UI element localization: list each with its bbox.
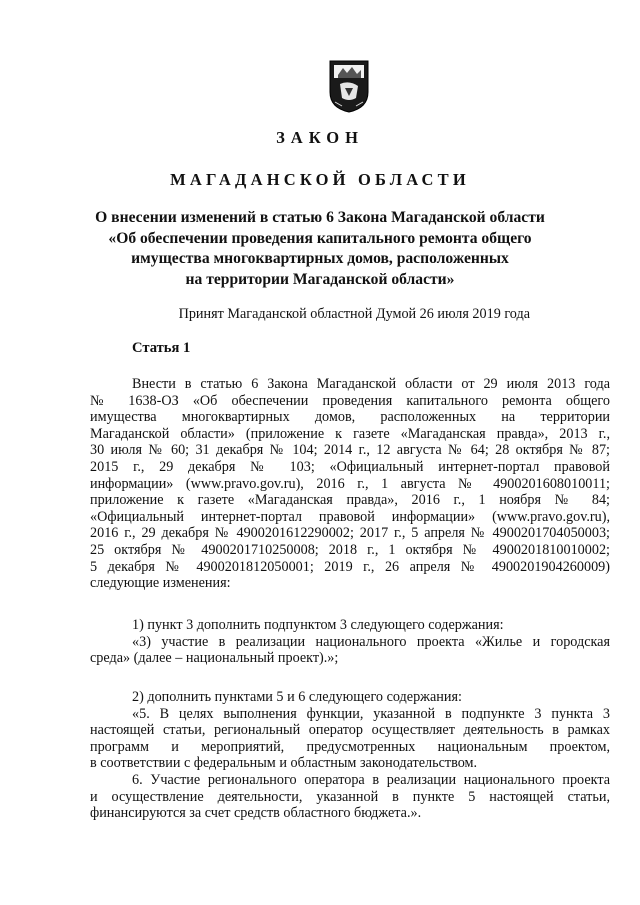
article-intro	[90, 376, 610, 592]
body-line: следующие изменения:	[90, 575, 231, 592]
magadan-coat-of-arms-icon	[326, 58, 372, 114]
body-line: в соответствии с федеральным и областным законодательством.	[90, 755, 478, 772]
law-title-line: имущества многоквартирных домов, расположенных	[131, 250, 509, 267]
body-line: 6. Участие регионального оператора в реализации национального проекта	[132, 771, 610, 788]
body-line: «5. В целях выполнения функции, указанной в подпункте 3 пункта 3	[132, 705, 610, 722]
body-line: информации» (www.pravo.gov.ru), 2016 г., 1 августа № 4900201608010011;	[90, 475, 610, 492]
amendment-item-1	[90, 617, 610, 667]
body-line: № 1638-ОЗ «Об обеспечении проведения капитального ремонта общего	[90, 392, 610, 409]
body-line: 2) дополнить пунктами 5 и 6 следующего содержания:	[132, 689, 462, 705]
body-line: 30 июля № 60; 31 декабря № 104; 2014 г., 12 августа № 64; 28 октября № 87;	[90, 442, 610, 459]
body-line: Магаданской области» (приложение к газете «Магаданская правда», 2013 г.,	[90, 425, 610, 442]
adoption-note: Принят Магаданской областной Думой 26 июля 2019 года	[178, 306, 530, 322]
body-line: 2016 г., 29 декабря № 4900201612290002; 2017 г., 5 апреля № 4900201704050003;	[90, 525, 610, 542]
body-line: программ и мероприятий, предусмотренных национальным проектом,	[90, 738, 610, 755]
law-title	[0, 208, 640, 290]
body-line: «Официальный интернет-портал правовой информации» (www.pravo.gov.ru),	[90, 508, 610, 525]
body-line: 2015 г., 29 декабря № 103; «Официальный интернет-портал правовой	[90, 458, 610, 475]
article-heading: Статья 1	[132, 340, 191, 356]
body-line: финансируются за счет средств областного бюджета.».	[90, 805, 422, 822]
amendment-item-2	[90, 689, 610, 822]
law-title-line: «Об обеспечении проведения капитального ремонта общего	[108, 229, 532, 247]
document-type-heading: ЗАКОН	[276, 128, 364, 147]
region-heading: МАГАДАНСКОЙ ОБЛАСТИ	[170, 170, 470, 189]
body-line: «3) участие в реализации национального проекта «Жилье и городская	[132, 633, 610, 650]
body-line: Внести в статью 6 Закона Магаданской области от 29 июля 2013 года	[132, 376, 610, 392]
body-line: среда» (далее – национальный проект).»;	[90, 650, 339, 667]
body-line: 5 декабря № 4900201812050001; 2019 г., 26 апреля № 4900201904260009)	[90, 558, 610, 575]
law-title-line: на территории Магаданской области»	[185, 270, 455, 288]
body-line: и осуществление деятельности, указанной в пункте 5 настоящей статьи,	[90, 788, 610, 805]
body-line: 25 октября № 4900201710250008; 2018 г., 1 октября № 4900201810010002;	[90, 541, 610, 558]
body-line: имущества многоквартирных домов, расположенных на территории	[90, 409, 610, 426]
body-line: приложение к газете «Магаданская правда», 2016 г., 1 ноября № 84;	[90, 492, 610, 509]
body-line: 1) пункт 3 дополнить подпунктом 3 следующего содержания:	[132, 617, 504, 633]
body-line: настоящей статьи, региональный оператор осуществляет деятельность в рамках	[90, 722, 610, 739]
law-title-line: О внесении изменений в статью 6 Закона Магаданской области	[95, 209, 545, 226]
